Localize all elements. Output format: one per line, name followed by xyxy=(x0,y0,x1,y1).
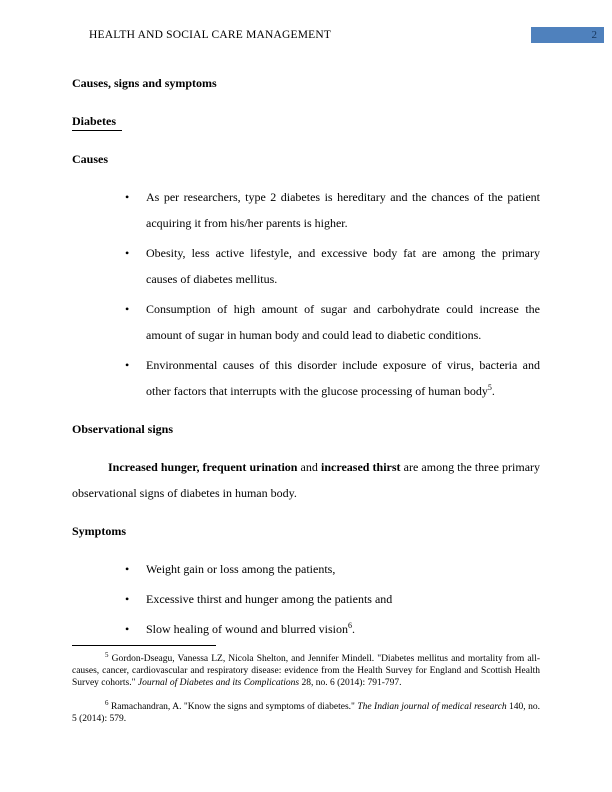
bullet-icon: • xyxy=(125,562,130,576)
list-item-text: Excessive thirst and hunger among the patients and xyxy=(146,592,393,606)
bullet-icon: • xyxy=(125,622,130,636)
footnote-journal-title: Journal of Diabetes and its Complications xyxy=(137,678,300,688)
bullet-icon: • xyxy=(125,358,130,372)
bullet-icon: • xyxy=(125,190,130,204)
bold-text: increased thirst xyxy=(321,460,401,474)
list-item-text: Environmental causes of this disorder include exposure of virus, bacteria and other factors that interrupts with the glucose processing of human body xyxy=(146,358,540,398)
heading-diabetes xyxy=(72,108,540,134)
footnote-text: 140, no. 5 (2014): 579. xyxy=(72,702,541,724)
causes-bullet-list xyxy=(72,184,540,404)
heading-diabetes-text: Diabetes xyxy=(72,112,122,131)
list-item xyxy=(72,296,540,348)
list-item xyxy=(72,184,540,236)
page-header xyxy=(72,27,597,43)
list-item-text: Slow healing of wound and blurred vision xyxy=(146,622,348,636)
list-item-text: As per researchers, type 2 diabetes is hereditary and the chances of the patient acquiring it from his/her parents is higher. xyxy=(146,190,540,230)
list-item-text-end: . xyxy=(351,622,355,636)
bullet-icon: • xyxy=(125,302,130,316)
list-item xyxy=(72,556,540,582)
footnote-marker: 5 xyxy=(105,650,109,659)
footnote-text: 28, no. 6 (2014): 791-797. xyxy=(299,678,402,688)
bullet-icon: • xyxy=(125,246,130,260)
list-item-text-end: . xyxy=(491,384,495,398)
footnote-ref-6: 6 xyxy=(347,621,352,630)
page-number-bar xyxy=(531,27,604,43)
list-item xyxy=(72,586,540,612)
bold-text: Increased hunger, frequent urination xyxy=(108,460,298,474)
footnote-journal-title: The Indian journal of medical research xyxy=(357,702,507,712)
list-item xyxy=(72,240,540,292)
list-item-text: Consumption of high amount of sugar and carbohydrate could increase the amount of sugar in human body and could lead to diabetic conditions. xyxy=(146,302,540,342)
heading-observational-signs: Observational signs xyxy=(72,422,174,436)
observational-paragraph xyxy=(72,454,540,506)
paragraph-text: are among the three primary observational signs of diabetes in human body. xyxy=(72,460,541,500)
list-item-text: Weight gain or loss among the patients, xyxy=(146,562,336,576)
footnote-6 xyxy=(72,698,541,725)
paragraph-text: and xyxy=(297,460,321,474)
list-item-text: Obesity, less active lifestyle, and excessive body fat are among the primary causes of diabetes mellitus. xyxy=(146,246,540,286)
footnotes-section xyxy=(72,645,540,737)
footnote-text: Gordon-Dseagu, Vanessa LZ, Nicola Shelton, and Jennifer Mindell. "Diabetes mellitus and mortality from all-causes, cancer, cardiovascular and respiratory disease: evidence from the Health Survey for England and Scottish Health Survey cohorts." xyxy=(72,654,540,688)
header-title: HEALTH AND SOCIAL CARE MANAGEMENT xyxy=(89,29,332,41)
footnote-5 xyxy=(72,650,540,689)
page-number: 2 xyxy=(591,29,597,41)
heading-causes: Causes xyxy=(72,152,109,166)
footnote-ref-5: 5 xyxy=(487,383,492,392)
list-item xyxy=(72,616,540,642)
footnote-marker: 6 xyxy=(105,698,109,707)
footnote-text: Ramachandran, A. "Know the signs and symptoms of diabetes." xyxy=(108,702,358,712)
bullet-icon: • xyxy=(125,592,130,606)
list-item xyxy=(72,352,540,404)
heading-symptoms: Symptoms xyxy=(72,524,127,538)
heading-causes-signs-symptoms: Causes, signs and symptoms xyxy=(72,76,217,90)
symptoms-bullet-list xyxy=(72,556,540,642)
footnote-separator xyxy=(72,645,216,646)
